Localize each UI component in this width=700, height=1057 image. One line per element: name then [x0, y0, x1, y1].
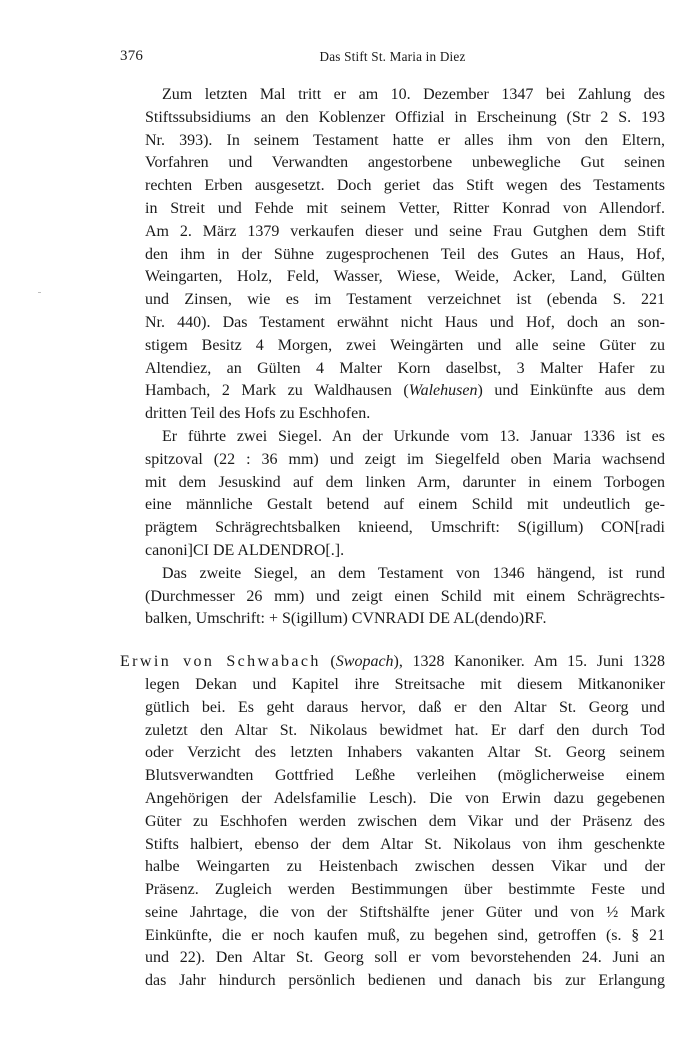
- italic-place-name: Walehusen: [408, 382, 478, 400]
- text-line: und Zinsen, wie es im Testament verzeichnet ist (ebenda S. 221: [145, 291, 665, 309]
- document-body: [120, 84, 665, 993]
- running-title: Das Stift St. Maria in Diez: [319, 49, 466, 64]
- text-line: Zum letzten Mal tritt er am 10. Dezember 1347 bei Zahlung des: [162, 86, 665, 103]
- italic-place-name: Swopach: [335, 653, 394, 671]
- text-line: Präsenz. Zugleich werden Bestimmungen über bestimmte Feste und: [145, 881, 665, 899]
- text-line: Güter zu Eschhofen werden zwischen dem Vikar und der Präsenz des: [145, 812, 665, 830]
- paragraph-seal-one: [120, 426, 665, 563]
- margin-mark: [38, 292, 41, 293]
- text-line: gütlich bei. Es geht daraus hervor, daß er den Altar St. Georg und: [145, 698, 665, 716]
- paragraph-testament: [120, 84, 665, 426]
- text-line: Nr. 393). In seinem Testament hatte er alles ihm von den Eltern,: [145, 131, 665, 149]
- text-line: den ihm in der Sühne zugesprochenen Teil des Gutes an Haus, Hof,: [145, 245, 665, 263]
- text-line: Weingarten, Holz, Feld, Wasser, Wiese, Weide, Acker, Land, Gülten: [145, 268, 665, 286]
- text-line: spitzoval (22 : 36 mm) und zeigt im Siegelfeld oben Maria wachsend: [145, 450, 665, 468]
- text-line: rechten Erben ausgesetzt. Doch geriet das Stift wegen des Testaments: [145, 177, 665, 195]
- text-line: Blutsverwandten Gottfried Leßhe verleihen (möglicherweise einem: [145, 767, 665, 785]
- text-line: mit dem Jesuskind auf dem linken Arm, darunter in einem Torbogen: [145, 473, 665, 491]
- text-line: eine männliche Gestalt betend auf einem Schild mit undeutlich ge-: [145, 496, 665, 514]
- text-line: Am 2. März 1379 verkaufen dieser und seine Frau Gutghen dem Stift: [145, 222, 665, 240]
- text-segment: ) und Einkünfte aus dem: [477, 382, 665, 400]
- text-line: und 22). Den Altar St. Georg soll er vom bevorstehenden 24. Juni an: [145, 949, 665, 967]
- text-line: stigem Besitz 4 Morgen, zwei Weingärten und alle seine Güter zu: [145, 336, 665, 354]
- text-line: balken, Umschrift: + S(igillum) CVNRADI DE AL(dendo)RF.: [145, 610, 547, 628]
- text-line: Angehörigen der Adelsfamilie Lesch). Die von Erwin dazu gegebenen: [145, 789, 665, 807]
- text-line: seine Jahrtage, die von der Stiftshälfte jener Güter und von ½ Mark: [145, 903, 665, 921]
- entry-erwin-von-schwabach: [120, 651, 665, 993]
- text-line: Stifts halbiert, ebenso der dem Altar St. Nikolaus von ihm geschenkte: [145, 835, 665, 853]
- text-line: Er führte zwei Siegel. An der Urkunde vom 13. Januar 1336 ist es: [162, 427, 665, 445]
- text-line: Einkünfte, die er noch kaufen muß, zu begehen sind, getroffen (s. § 21: [145, 926, 665, 944]
- page-header: [120, 48, 665, 70]
- paragraph-seal-two: [120, 563, 665, 631]
- text-line: prägtem Schrägrechtsbalken knieend, Umschrift: S(igillum) CON[radi: [145, 519, 665, 537]
- text-line: Vorfahren und Verwandten angestorbene unbewegliche Gut seinen: [145, 154, 665, 172]
- section-gap: [120, 631, 665, 651]
- text-line: halbe Weingarten zu Heistenbach zwischen dessen Vikar und der: [145, 858, 665, 876]
- text-line: Das zweite Siegel, an dem Testament von 1346 hängend, ist rund: [162, 564, 665, 582]
- text-segment: (: [320, 653, 336, 671]
- entry-name: Erwin von Schwabach: [120, 653, 321, 671]
- text-line: in Streit und Fehde mit seinem Vetter, Ritter Konrad von Allendorf.: [145, 199, 665, 217]
- text-line: [120, 651, 665, 674]
- text-line: dritten Teil des Hofs zu Eschhofen.: [145, 405, 371, 423]
- text-line: (Durchmesser 26 mm) und zeigt einen Schild mit einem Schrägrechts-: [145, 587, 665, 605]
- text-line: zuletzt den Altar St. Nikolaus bewidmet hat. Er darf den durch Tod: [145, 721, 665, 739]
- text-line: Altendiez, an Gülten 4 Malter Korn daselbst, 3 Malter Hafer zu: [145, 359, 665, 377]
- page-number: 376: [120, 48, 144, 64]
- text-segment: Hambach, 2 Mark zu Waldhausen (: [145, 382, 409, 400]
- text-line: canoni]CI DE ALDENDRO[.].: [145, 541, 345, 559]
- text-line: Nr. 440). Das Testament erwähnt nicht Haus und Hof, doch an son-: [145, 313, 665, 331]
- text-line: legen Dekan und Kapitel ihre Streitsache mit diesem Mitkanoniker: [145, 675, 665, 693]
- text-segment: ), 1328 Kanoniker. Am 15. Juni 1328: [393, 653, 666, 671]
- text-line: Stiftssubsidiums an den Koblenzer Offizial in Erscheinung (Str 2 S. 193: [145, 108, 665, 126]
- text-line: oder Verzicht des letzten Inhabers vakanten Altar St. Georg seinem: [145, 744, 665, 762]
- text-line: das Jahr hindurch persönlich bedienen und danach bis zur Erlangung: [145, 972, 665, 990]
- text-line: [120, 380, 665, 403]
